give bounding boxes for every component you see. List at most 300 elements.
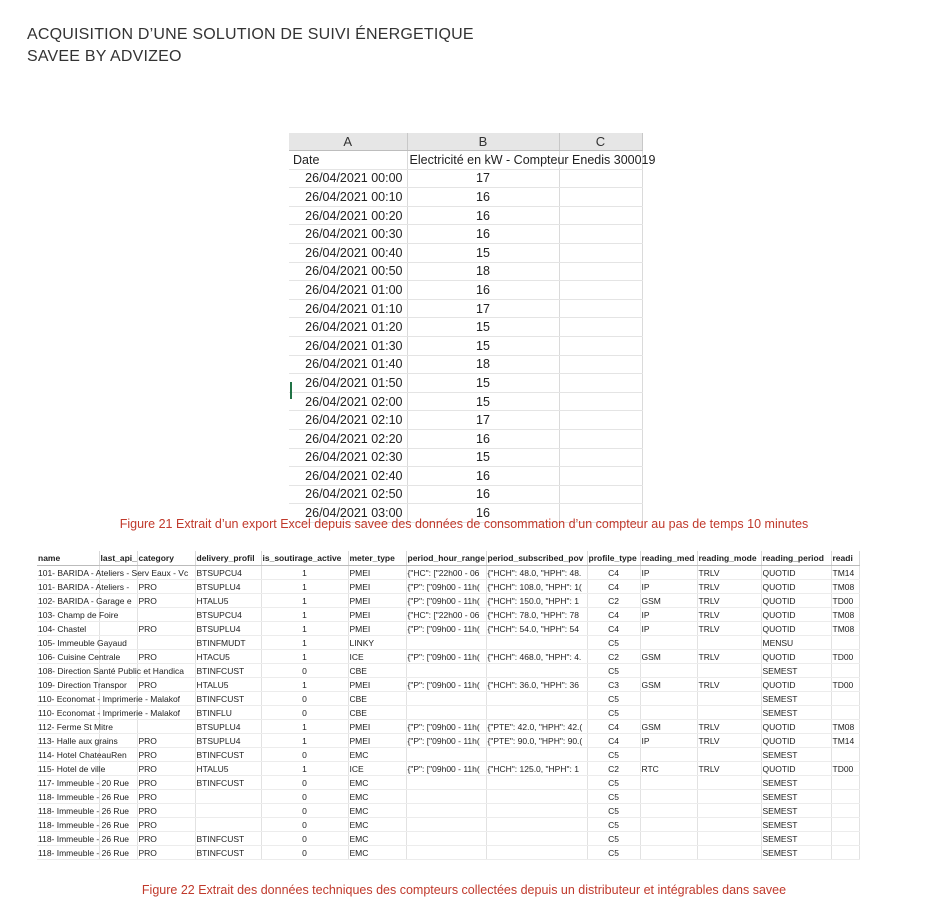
table-cell[interactable] [406,846,486,860]
table-cell[interactable]: C2 [587,650,640,664]
column-header[interactable]: is_soutirage_active [261,551,348,566]
table-cell[interactable]: 1 [261,678,348,692]
table-cell[interactable]: PRO [137,776,195,790]
value-cell[interactable]: 16 [407,281,559,300]
table-cell[interactable] [640,790,697,804]
table-cell[interactable]: 1 [261,580,348,594]
table-cell[interactable]: QUOTID [761,566,831,580]
table-cell[interactable]: TRLV [697,622,761,636]
column-header-c[interactable]: C [559,133,642,151]
table-cell[interactable] [486,692,587,706]
empty-cell[interactable] [559,429,642,448]
table-cell[interactable]: ICE [348,650,406,664]
table-cell[interactable]: BTSUPLU4 [195,580,261,594]
table-cell[interactable]: C5 [587,692,640,706]
column-header[interactable]: readi [831,551,859,566]
table-cell[interactable]: 118- Immeuble - 26 Rue [38,819,130,830]
date-cell[interactable]: 26/04/2021 02:10 [289,411,407,430]
table-cell[interactable]: BTINFLU [195,706,261,720]
table-cell[interactable]: 0 [261,776,348,790]
table-cell[interactable]: 0 [261,748,348,762]
date-cell[interactable]: 26/04/2021 00:50 [289,262,407,281]
table-cell[interactable] [406,818,486,832]
table-cell[interactable]: CBE [348,692,406,706]
table-cell[interactable]: HTALU5 [195,762,261,776]
table-cell[interactable] [195,790,261,804]
value-cell[interactable]: 15 [407,392,559,411]
table-cell[interactable]: 0 [261,664,348,678]
table-cell[interactable]: PMEI [348,580,406,594]
table-cell[interactable]: ICE [348,762,406,776]
table-cell[interactable] [831,748,859,762]
table-cell[interactable]: QUOTID [761,678,831,692]
table-cell[interactable] [486,804,587,818]
table-cell[interactable]: 1 [261,594,348,608]
table-cell[interactable]: 1 [261,566,348,580]
empty-cell[interactable] [559,243,642,262]
table-cell[interactable]: EMC [348,846,406,860]
table-cell[interactable]: C4 [587,608,640,622]
table-cell[interactable]: C4 [587,566,640,580]
empty-cell[interactable] [559,411,642,430]
table-cell[interactable] [195,818,261,832]
table-cell[interactable]: QUOTID [761,594,831,608]
table-cell[interactable]: PRO [137,622,195,636]
column-header-b[interactable]: B [407,133,559,151]
table-cell[interactable]: QUOTID [761,720,831,734]
table-cell[interactable]: SEMEST [761,748,831,762]
table-cell[interactable]: TD00 [831,678,859,692]
table-cell[interactable]: C5 [587,832,640,846]
table-cell[interactable]: C5 [587,636,640,650]
table-cell[interactable]: {"P": ["09h00 - 11h( [406,580,486,594]
table-cell[interactable] [640,706,697,720]
table-cell[interactable] [406,692,486,706]
table-cell[interactable]: {"HC": ["22h00 - 06 [406,608,486,622]
table-cell[interactable]: {"P": ["09h00 - 11h( [406,720,486,734]
table-cell[interactable] [697,776,761,790]
table-cell[interactable]: BTINFCUST [195,692,261,706]
empty-cell[interactable] [559,485,642,504]
table-cell[interactable]: 118- Immeuble - 26 Rue [38,833,130,844]
table-cell[interactable]: SEMEST [761,776,831,790]
table-cell[interactable] [831,706,859,720]
table-cell[interactable]: 110- Economat - Imprimerie - Malakof [38,693,181,704]
column-header-a[interactable]: A [289,133,407,151]
table-cell[interactable] [640,804,697,818]
table-cell[interactable] [406,832,486,846]
table-cell[interactable]: BTINFCUST [195,748,261,762]
table-cell[interactable] [486,832,587,846]
table-cell[interactable] [486,776,587,790]
empty-cell[interactable] [559,336,642,355]
column-header[interactable]: reading_mode [697,551,761,566]
table-cell[interactable]: GSM [640,678,697,692]
date-cell[interactable]: 26/04/2021 02:00 [289,392,407,411]
column-header[interactable]: meter_type [348,551,406,566]
date-cell[interactable]: 26/04/2021 01:20 [289,318,407,337]
table-cell[interactable]: PRO [137,580,195,594]
table-cell[interactable]: TRLV [697,734,761,748]
table-cell[interactable]: {"HCH": 150.0, "HPH": 1 [486,594,587,608]
table-cell[interactable]: TM14 [831,566,859,580]
table-cell[interactable]: C4 [587,720,640,734]
table-cell[interactable] [137,720,195,734]
table-cell[interactable]: BTINFCUST [195,832,261,846]
value-cell[interactable]: 16 [407,206,559,225]
table-cell[interactable] [406,790,486,804]
empty-cell[interactable] [559,467,642,486]
table-cell[interactable] [137,636,195,650]
table-cell[interactable] [406,636,486,650]
value-cell[interactable]: 18 [407,262,559,281]
table-cell[interactable]: LINKY [348,636,406,650]
table-cell[interactable] [486,664,587,678]
table-cell[interactable]: {"P": ["09h00 - 11h( [406,678,486,692]
table-cell[interactable]: HTALU5 [195,594,261,608]
table-cell[interactable]: 1 [261,762,348,776]
table-cell[interactable]: PMEI [348,678,406,692]
table-cell[interactable] [697,706,761,720]
table-cell[interactable] [406,706,486,720]
table-cell[interactable]: RTC [640,762,697,776]
table-cell[interactable]: TRLV [697,650,761,664]
table-cell[interactable] [486,636,587,650]
table-cell[interactable]: PRO [137,734,195,748]
table-cell[interactable]: PRO [137,762,195,776]
table-cell[interactable] [697,790,761,804]
table-cell[interactable] [697,846,761,860]
table-cell[interactable] [831,636,859,650]
table-cell[interactable] [406,664,486,678]
value-cell[interactable]: 15 [407,243,559,262]
column-header[interactable]: reading_med [640,551,697,566]
table-cell[interactable] [486,790,587,804]
table-cell[interactable]: TRLV [697,720,761,734]
table-cell[interactable]: 0 [261,846,348,860]
table-cell[interactable]: QUOTID [761,650,831,664]
table-cell[interactable]: 1 [261,720,348,734]
table-cell[interactable]: TD00 [831,594,859,608]
empty-cell[interactable] [559,318,642,337]
table-cell[interactable]: PRO [137,832,195,846]
table-cell[interactable]: {"P": ["09h00 - 11h( [406,650,486,664]
table-cell[interactable]: PRO [137,650,195,664]
table-cell[interactable]: PMEI [348,734,406,748]
table-cell[interactable]: SEMEST [761,664,831,678]
table-cell[interactable]: TD00 [831,650,859,664]
table-cell[interactable]: C2 [587,594,640,608]
table-cell[interactable]: TRLV [697,608,761,622]
table-cell[interactable]: SEMEST [761,706,831,720]
table-cell[interactable]: TD00 [831,762,859,776]
date-header-cell[interactable]: Date [289,151,407,170]
table-cell[interactable]: BTSUPCU4 [195,608,261,622]
table-cell[interactable]: 0 [261,790,348,804]
date-cell[interactable]: 26/04/2021 01:30 [289,336,407,355]
table-cell[interactable]: TM08 [831,622,859,636]
table-cell[interactable]: 0 [261,706,348,720]
table-cell[interactable]: BTSUPLU4 [195,622,261,636]
table-cell[interactable]: BTINFCUST [195,846,261,860]
table-cell[interactable]: BTSUPLU4 [195,720,261,734]
value-cell[interactable]: 16 [407,467,559,486]
empty-cell[interactable] [559,281,642,300]
table-cell[interactable]: C5 [587,706,640,720]
date-cell[interactable]: 26/04/2021 00:00 [289,169,407,188]
table-cell[interactable]: {"HCH": 78.0, "HPH": 78 [486,608,587,622]
table-cell[interactable]: C4 [587,622,640,636]
table-cell[interactable] [406,804,486,818]
table-cell[interactable] [640,664,697,678]
table-cell[interactable]: IP [640,734,697,748]
table-cell[interactable] [831,832,859,846]
table-cell[interactable]: CBE [348,706,406,720]
table-cell[interactable]: TRLV [697,678,761,692]
column-header[interactable]: category [137,551,195,566]
table-cell[interactable]: CBE [348,664,406,678]
date-cell[interactable]: 26/04/2021 00:20 [289,206,407,225]
table-cell[interactable]: QUOTID [761,734,831,748]
table-cell[interactable]: C5 [587,776,640,790]
value-cell[interactable]: 17 [407,411,559,430]
table-cell[interactable] [640,846,697,860]
value-cell[interactable]: 17 [407,299,559,318]
table-cell[interactable]: BTINFCUST [195,776,261,790]
table-cell[interactable]: PMEI [348,622,406,636]
table-cell[interactable]: 109- Direction Transpor [38,679,127,690]
table-cell[interactable]: GSM [640,650,697,664]
table-cell[interactable]: C5 [587,664,640,678]
table-cell[interactable]: EMC [348,804,406,818]
table-cell[interactable]: C4 [587,580,640,594]
empty-cell[interactable] [559,188,642,207]
value-cell[interactable]: 18 [407,355,559,374]
date-cell[interactable]: 26/04/2021 02:50 [289,485,407,504]
table-cell[interactable]: C2 [587,762,640,776]
table-cell[interactable]: {"HCH": 54.0, "HPH": 54 [486,622,587,636]
table-cell[interactable]: {"HCH": 48.0, "HPH": 48. [486,566,587,580]
table-cell[interactable] [831,818,859,832]
date-cell[interactable]: 26/04/2021 01:40 [289,355,407,374]
table-cell[interactable]: SEMEST [761,846,831,860]
table-cell[interactable] [640,636,697,650]
table-cell[interactable]: {"P": ["09h00 - 11h( [406,734,486,748]
table-cell[interactable] [195,804,261,818]
table-cell[interactable] [640,776,697,790]
table-cell[interactable]: 108- Direction Santé Public et Handica [38,665,184,676]
table-cell[interactable]: {"P": ["09h00 - 11h( [406,594,486,608]
empty-cell[interactable] [559,262,642,281]
table-cell[interactable]: HTACU5 [195,650,261,664]
table-cell[interactable] [697,636,761,650]
table-cell[interactable]: {"P": ["09h00 - 11h( [406,622,486,636]
table-cell[interactable]: PRO [137,804,195,818]
table-cell[interactable]: C5 [587,748,640,762]
table-cell[interactable]: BTSUPLU4 [195,734,261,748]
table-cell[interactable]: IP [640,566,697,580]
date-cell[interactable]: 26/04/2021 01:10 [289,299,407,318]
column-header[interactable]: period_hour_range [406,551,486,566]
table-cell[interactable]: EMC [348,776,406,790]
table-cell[interactable]: TRLV [697,594,761,608]
value-cell[interactable]: 15 [407,448,559,467]
table-cell[interactable] [406,748,486,762]
table-cell[interactable] [697,818,761,832]
table-cell[interactable] [697,748,761,762]
date-cell[interactable]: 26/04/2021 02:30 [289,448,407,467]
table-cell[interactable]: TRLV [697,566,761,580]
table-cell[interactable] [137,608,195,622]
table-cell[interactable]: 106- Cuisine Centrale [38,651,121,662]
table-cell[interactable]: SEMEST [761,804,831,818]
table-cell[interactable] [831,692,859,706]
column-header[interactable]: name [37,551,99,566]
table-cell[interactable]: 0 [261,832,348,846]
date-cell[interactable]: 26/04/2021 03:00 [289,504,407,523]
table-cell[interactable]: 0 [261,818,348,832]
table-cell[interactable]: PMEI [348,594,406,608]
column-header[interactable]: last_api_ [99,551,137,566]
date-cell[interactable]: 26/04/2021 02:20 [289,429,407,448]
table-cell[interactable]: 1 [261,636,348,650]
empty-cell[interactable] [559,355,642,374]
table-cell[interactable]: TM08 [831,580,859,594]
value-cell[interactable]: 16 [407,188,559,207]
table-cell[interactable]: 1 [261,608,348,622]
table-cell[interactable]: PMEI [348,720,406,734]
table-cell[interactable]: BTSUPCU4 [195,566,261,580]
table-cell[interactable]: QUOTID [761,580,831,594]
table-cell[interactable]: IP [640,580,697,594]
table-cell[interactable] [486,818,587,832]
table-cell[interactable]: TM08 [831,608,859,622]
table-cell[interactable]: TM14 [831,734,859,748]
table-cell[interactable] [640,748,697,762]
value-cell[interactable]: 15 [407,336,559,355]
table-cell[interactable] [640,832,697,846]
table-cell[interactable]: {"HCH": 108.0, "HPH": 1( [486,580,587,594]
table-cell[interactable] [697,832,761,846]
table-cell[interactable]: SEMEST [761,832,831,846]
table-cell[interactable]: 1 [261,734,348,748]
table-cell[interactable]: {"PTE": 90.0, "HPH": 90.( [486,734,587,748]
table-cell[interactable]: IP [640,608,697,622]
table-cell[interactable]: 1 [261,622,348,636]
table-cell[interactable]: PMEI [348,608,406,622]
value-cell[interactable]: 15 [407,374,559,393]
table-cell[interactable] [831,790,859,804]
table-cell[interactable]: 113- Halle aux grains [38,735,118,746]
table-cell[interactable]: {"P": ["09h00 - 11h( [406,762,486,776]
table-cell[interactable]: PRO [137,818,195,832]
empty-cell[interactable] [559,299,642,318]
date-cell[interactable]: 26/04/2021 01:50 [289,374,407,393]
table-cell[interactable]: 0 [261,804,348,818]
table-cell[interactable]: BTINFCUST [195,664,261,678]
table-cell[interactable]: 115- Hotel de ville [38,763,106,774]
table-cell[interactable]: TRLV [697,580,761,594]
table-cell[interactable]: C5 [587,846,640,860]
table-cell[interactable] [99,622,137,636]
table-cell[interactable]: {"HC": ["22h00 - 06 [406,566,486,580]
table-cell[interactable] [697,804,761,818]
table-cell[interactable]: {"HCH": 125.0, "HPH": 1 [486,762,587,776]
table-cell[interactable]: PRO [137,790,195,804]
value-cell[interactable]: 15 [407,318,559,337]
table-cell[interactable] [831,846,859,860]
column-header[interactable]: period_subscribed_pov [486,551,587,566]
table-cell[interactable]: C3 [587,678,640,692]
table-cell[interactable]: EMC [348,832,406,846]
table-cell[interactable]: QUOTID [761,608,831,622]
value-cell[interactable]: 16 [407,429,559,448]
value-cell[interactable]: 16 [407,225,559,244]
date-cell[interactable]: 26/04/2021 01:00 [289,281,407,300]
table-cell[interactable]: 101- BARIDA - Ateliers - [38,581,130,592]
table-cell[interactable]: PRO [137,748,195,762]
table-cell[interactable]: 102- BARIDA - Garage e [38,595,132,606]
table-cell[interactable]: PMEI [348,566,406,580]
value-cell[interactable]: 17 [407,169,559,188]
table-cell[interactable]: C5 [587,804,640,818]
table-cell[interactable] [831,804,859,818]
table-cell[interactable] [831,776,859,790]
table-cell[interactable]: GSM [640,594,697,608]
empty-cell[interactable] [559,392,642,411]
table-cell[interactable]: SEMEST [761,692,831,706]
table-cell[interactable] [640,818,697,832]
table-cell[interactable]: HTALU5 [195,678,261,692]
value-cell[interactable]: 16 [407,504,559,523]
table-cell[interactable]: 1 [261,650,348,664]
table-cell[interactable]: TM08 [831,720,859,734]
empty-cell[interactable] [559,225,642,244]
table-cell[interactable]: SEMEST [761,790,831,804]
table-cell[interactable]: C5 [587,790,640,804]
column-header[interactable]: profile_type [587,551,640,566]
table-cell[interactable]: 114- Hotel ChateauRen [38,749,127,760]
table-cell[interactable]: PRO [137,594,195,608]
table-cell[interactable] [831,664,859,678]
table-cell[interactable]: 103- Champ de Foire [38,609,119,620]
table-cell[interactable] [697,692,761,706]
table-cell[interactable]: 104- Chastel [37,622,99,636]
date-cell[interactable]: 26/04/2021 00:10 [289,188,407,207]
empty-cell[interactable] [559,206,642,225]
empty-cell[interactable] [559,169,642,188]
table-cell[interactable]: PRO [137,846,195,860]
table-cell[interactable] [640,692,697,706]
table-cell[interactable]: EMC [348,790,406,804]
table-cell[interactable]: 0 [261,692,348,706]
table-cell[interactable]: 118- Immeuble - 26 Rue [38,805,130,816]
table-cell[interactable]: 101- BARIDA - Ateliers - Serv Eaux - Vc [38,567,189,578]
empty-cell[interactable] [559,448,642,467]
empty-cell[interactable] [559,374,642,393]
table-cell[interactable]: 117- Immeuble - 20 Rue [38,777,130,788]
table-cell[interactable]: 112- Ferme St Mitre [38,721,113,732]
table-cell[interactable] [486,748,587,762]
date-cell[interactable]: 26/04/2021 00:40 [289,243,407,262]
table-cell[interactable]: {"HCH": 36.0, "HPH": 36 [486,678,587,692]
date-cell[interactable]: 26/04/2021 00:30 [289,225,407,244]
table-cell[interactable]: 118- Immeuble - 26 Rue [38,847,130,858]
table-cell[interactable] [406,776,486,790]
table-cell[interactable]: SEMEST [761,818,831,832]
table-cell[interactable]: 105- Immeuble Gayaud [38,637,127,648]
table-cell[interactable]: {"HCH": 468.0, "HPH": 4. [486,650,587,664]
